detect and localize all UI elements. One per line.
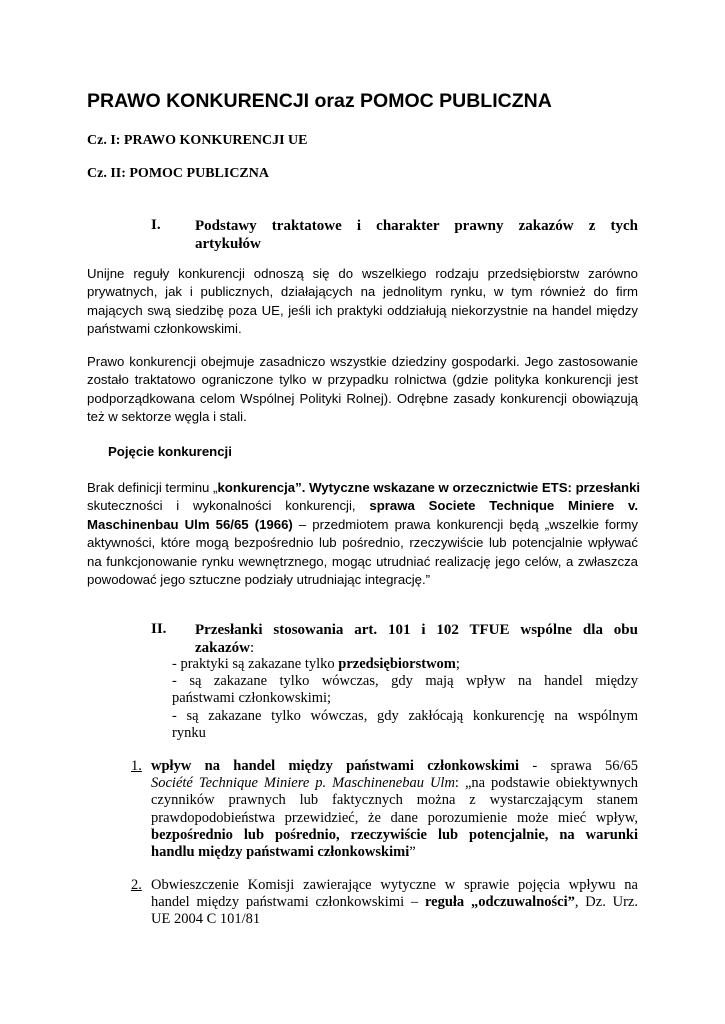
text-line bbox=[151, 758, 638, 775]
text-run-bold: reguła „odczuwalności” bbox=[424, 894, 575, 911]
case-reference: Maschinenbau Ulm 56/65 (1966) bbox=[87, 516, 293, 532]
text-line: na funkcjonowanie rynku wewnętrznego, mogąc utrudniać realizację jego celów, a zwłaszcza bbox=[87, 553, 638, 569]
text-line: też w sektorze węgla i stali. bbox=[87, 409, 247, 425]
part-two-heading: Cz. II: POMOC PUBLICZNA bbox=[87, 166, 269, 181]
item-two-body bbox=[151, 877, 638, 929]
section-one-title-line: artykułów bbox=[195, 236, 261, 252]
text-run-bold: wpływ na handel między państwami członkowskimi bbox=[151, 758, 520, 774]
text-run-bold: handlu między państwami członkowskimi bbox=[151, 843, 410, 860]
paragraph-3 bbox=[87, 479, 641, 589]
text-run-bold: zakazów bbox=[195, 640, 250, 656]
text-run-bold: konkurencja”. Wytyczne wskazane w orzecznictwie ETS: przesłanki bbox=[217, 480, 641, 495]
list-item bbox=[172, 656, 638, 673]
list-item-continuation: rynku bbox=[172, 724, 206, 741]
section-two-number: II. bbox=[151, 621, 167, 637]
text-run: skuteczności i wykonalności konkurencji, bbox=[87, 498, 370, 514]
text-run: - praktyki są zakazane tylko bbox=[172, 656, 339, 672]
section-one-title-line: Podstawy traktatowe i charakter prawny zakazów z tych bbox=[195, 218, 638, 234]
text-line: zostało traktatowo ograniczone tylko w przypadku rolnictwa (gdzie polityka konkurencji jest bbox=[87, 372, 638, 388]
section-two-title bbox=[195, 621, 638, 657]
text-run-bold: przedsiębiorstwom bbox=[338, 656, 456, 672]
item-one-body bbox=[151, 758, 638, 861]
text-line bbox=[87, 497, 638, 515]
text-line: UE 2004 C 101/81 bbox=[151, 911, 261, 928]
text-line: Prawo konkurencji obejmuje zasadniczo wszystkie dziedziny gospodarki. Jego zastosowanie bbox=[87, 354, 638, 369]
text-line bbox=[87, 516, 638, 534]
section-one-title bbox=[195, 217, 638, 253]
list-item-continuation: państwami członkowskimi; bbox=[172, 690, 332, 707]
text-line: Obwieszczenie Komisji zawierające wytyczne w sprawie pojęcia wpływu na bbox=[151, 877, 638, 893]
case-reference: sprawa Societe Technique Miniere v. bbox=[369, 498, 638, 514]
paragraph-2 bbox=[87, 353, 638, 427]
text-line: aktywności, które mogą bezpośrednio lub pośrednio, rzeczywiście lub potencjalnie wpływać bbox=[87, 535, 638, 551]
text-run: handel między państwami członkowskimi – bbox=[151, 894, 425, 911]
text-line: Unijne reguły konkurencji odnoszą się do wszelkiego rodzaju przedsiębiorstw zarówno bbox=[87, 266, 638, 281]
text-line: podporządkowana celom Wspólnej Polityki Rolnej). Odrębne zasady konkurencji obowiązują bbox=[87, 390, 638, 406]
section-two-title-line: Przesłanki stosowania art. 101 i 102 TFUE wspólne dla obu bbox=[195, 622, 638, 638]
premises-list bbox=[172, 656, 638, 742]
list-item: - są zakazane tylko wówczas, gdy zakłócają konkurencję na wspólnym bbox=[172, 707, 638, 724]
item-one-number: 1. bbox=[131, 758, 142, 774]
text-line bbox=[151, 775, 638, 792]
text-run: , Dz. Urz. bbox=[574, 894, 638, 911]
text-line: prywatnych, jak i publicznych, działających na jednolitym rynku, w tym również do firm bbox=[87, 284, 638, 300]
case-reference-italic: Société Technique Miniere p. Maschinenebau Ulm bbox=[151, 775, 455, 792]
text-run: - sprawa 56/65 bbox=[519, 758, 638, 774]
list-item: - są zakazane tylko wówczas, gdy mają wpływ na handel między bbox=[172, 673, 638, 690]
text-line: powodować jego sztuczne podziały utrudniając integrację.” bbox=[87, 571, 431, 587]
text-run: – przedmiotem prawa konkurencji będą „wszelkie formy bbox=[292, 516, 639, 532]
text-line: bezpośrednio lub pośrednio, rzeczywiście lub potencjalnie, na warunki bbox=[151, 826, 638, 843]
text-line: państwami członkowskimi. bbox=[87, 321, 242, 337]
text-run: : bbox=[250, 640, 255, 656]
text-line bbox=[151, 844, 638, 861]
text-line: czynników prawnych lub faktycznych można z wystarczającym stanem bbox=[151, 792, 638, 809]
text-run: ” bbox=[409, 843, 416, 860]
subheading-concept-of-competition: Pojęcie konkurencji bbox=[108, 444, 232, 459]
item-two-number: 2. bbox=[131, 877, 142, 893]
section-two-title-line bbox=[195, 639, 638, 657]
part-one-heading: Cz. I: PRAWO KONKURENCJI UE bbox=[87, 133, 308, 148]
text-run: Brak definicji terminu „ bbox=[87, 480, 218, 495]
paragraph-1 bbox=[87, 265, 638, 339]
text-run: ; bbox=[455, 656, 460, 672]
text-run: : „na podstawie obiektywnych bbox=[454, 775, 638, 792]
document-title: PRAWO KONKURENCJI oraz POMOC PUBLICZNA bbox=[87, 90, 552, 112]
text-line bbox=[151, 894, 638, 911]
text-line: mających swą siedzibę poza UE, jeśli ich praktyki oddziałują niekorzystnie na handel między bbox=[87, 302, 638, 318]
text-line: prawdopodobieństwa przewidzieć, że dane porozumienie może mieć wpływ, bbox=[151, 809, 638, 826]
text-line bbox=[87, 479, 641, 497]
section-one-number: I. bbox=[151, 217, 161, 233]
